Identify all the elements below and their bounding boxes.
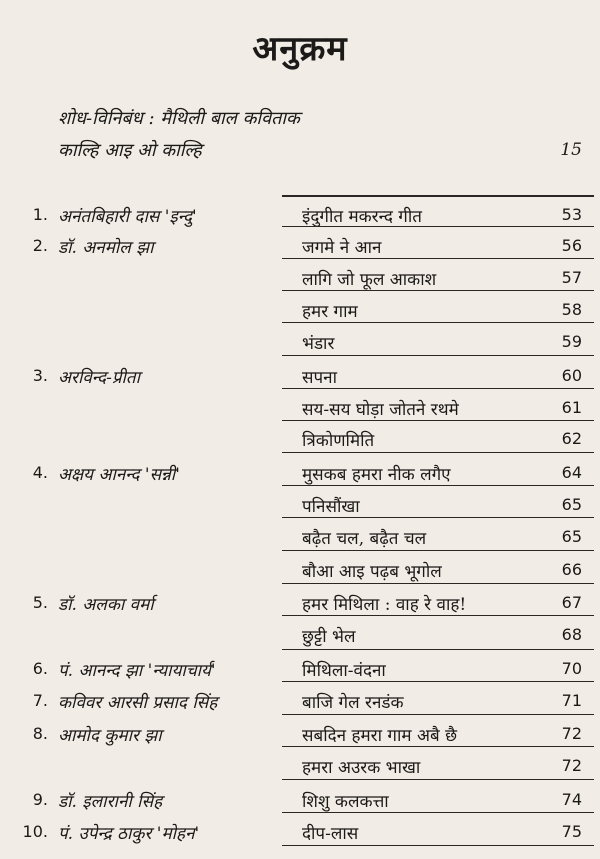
entry-page-number: 53 bbox=[561, 205, 582, 224]
entry-author: अक्षय आनन्द 'सन्नी' bbox=[58, 465, 180, 485]
row-divider bbox=[282, 649, 594, 650]
entry-number: 2. bbox=[32, 236, 48, 255]
row-divider bbox=[282, 845, 594, 846]
entry-poem-title: मिथिला-वंदना bbox=[302, 661, 386, 681]
entry-author: कविवर आरसी प्रसाद सिंह bbox=[58, 693, 218, 713]
entry-page-number: 56 bbox=[561, 236, 582, 255]
entry-poem-title: छुट्टी भेल bbox=[302, 627, 356, 647]
row-divider bbox=[282, 714, 594, 715]
row-divider bbox=[282, 226, 594, 227]
row-divider bbox=[282, 517, 594, 518]
toc-entry bbox=[0, 619, 600, 653]
intro-title-line-2: काल्हि आइ ओ काल्हि bbox=[58, 140, 202, 161]
entry-poem-title: शिशु कलकत्ता bbox=[302, 792, 389, 812]
entry-number: 9. bbox=[32, 790, 48, 809]
entry-page-number: 68 bbox=[561, 625, 582, 644]
entry-poem-title: भंडार bbox=[302, 334, 335, 354]
entry-page-number: 64 bbox=[561, 463, 582, 482]
entry-poem-title: इंदुगीत मकरन्द गीत bbox=[302, 207, 422, 227]
row-divider bbox=[282, 681, 594, 682]
row-divider bbox=[282, 420, 594, 421]
entry-page-number: 58 bbox=[561, 300, 582, 319]
entry-page-number: 71 bbox=[561, 691, 582, 710]
row-divider bbox=[282, 355, 594, 356]
entry-number: 7. bbox=[32, 691, 48, 710]
toc-entry bbox=[0, 199, 600, 233]
entry-poem-title: सपना bbox=[302, 368, 337, 388]
entry-number: 3. bbox=[32, 366, 48, 385]
entry-author: डॉ. अलका वर्मा bbox=[58, 595, 154, 615]
row-divider bbox=[282, 615, 594, 616]
row-divider bbox=[282, 452, 594, 453]
row-divider bbox=[282, 258, 594, 259]
entry-page-number: 70 bbox=[561, 659, 582, 678]
entry-poem-title: जगमे ने आन bbox=[302, 238, 382, 258]
entry-number: 8. bbox=[32, 724, 48, 743]
row-divider bbox=[282, 550, 594, 551]
entry-poem-title: पनिसौंखा bbox=[302, 497, 360, 517]
entry-author: पं. उपेन्द्र ठाकुर 'मोहन' bbox=[58, 824, 200, 844]
intro-page-number: 15 bbox=[560, 140, 582, 160]
entry-page-number: 59 bbox=[561, 332, 582, 351]
entry-number: 4. bbox=[32, 463, 48, 482]
entry-poem-title: हमरा अउरक भाखा bbox=[302, 758, 421, 778]
entry-page-number: 65 bbox=[561, 527, 582, 546]
entry-poem-title: हमर गाम bbox=[302, 302, 358, 322]
entry-author: डॉ. इलारानी सिंह bbox=[58, 792, 163, 812]
row-divider bbox=[282, 485, 594, 486]
entry-page-number: 74 bbox=[561, 790, 582, 809]
entry-page-number: 72 bbox=[561, 756, 582, 775]
row-divider bbox=[282, 746, 594, 747]
entry-page-number: 75 bbox=[561, 822, 582, 841]
entry-author: अरविन्द-प्रीता bbox=[58, 368, 140, 388]
entry-page-number: 72 bbox=[561, 724, 582, 743]
entry-number: 1. bbox=[32, 205, 48, 224]
row-divider bbox=[282, 388, 594, 389]
entry-page-number: 57 bbox=[561, 268, 582, 287]
entry-number: 5. bbox=[32, 593, 48, 612]
row-divider bbox=[282, 322, 594, 323]
entry-author: अनंतबिहारी दास 'इन्दु' bbox=[58, 207, 197, 227]
entry-page-number: 65 bbox=[561, 495, 582, 514]
entry-number: 10. bbox=[22, 822, 48, 841]
row-divider bbox=[282, 812, 594, 813]
entry-page-number: 62 bbox=[561, 429, 582, 448]
entry-poem-title: हमर मिथिला : वाह रे वाह! bbox=[302, 595, 467, 615]
entry-author: डॉ. अनमोल झा bbox=[58, 238, 154, 258]
entry-page-number: 61 bbox=[561, 398, 582, 417]
entry-poem-title: मुसकब हमरा नीक लगैए bbox=[302, 465, 451, 485]
entry-page-number: 60 bbox=[561, 366, 582, 385]
entry-poem-title: बढ़ैत चल, बढ़ैत चल bbox=[302, 529, 427, 549]
row-divider bbox=[282, 195, 594, 197]
entry-page-number: 66 bbox=[561, 560, 582, 579]
row-divider bbox=[282, 290, 594, 291]
entry-poem-title: बाजि गेल रनडंक bbox=[302, 693, 404, 713]
entry-number: 6. bbox=[32, 659, 48, 678]
entry-poem-title: त्रिकोणमिति bbox=[302, 431, 375, 451]
entry-poem-title: बौआ आइ पढ़ब भूगोल bbox=[302, 562, 442, 582]
entry-author: पं. आनन्द झा 'न्यायाचार्य' bbox=[58, 661, 216, 681]
page-title: अनुक्रम bbox=[252, 29, 348, 69]
row-divider bbox=[282, 779, 594, 780]
entry-poem-title: दीप-लास bbox=[302, 824, 359, 844]
intro-title-line-1: शोध-विनिबंध : मैथिली बाल कविताक bbox=[58, 108, 300, 129]
entry-page-number: 67 bbox=[561, 593, 582, 612]
entry-poem-title: सय-सय घोड़ा जोतने रथमे bbox=[302, 400, 459, 420]
entry-poem-title: सबदिन हमरा गाम अबै छै bbox=[302, 726, 457, 746]
row-divider bbox=[282, 583, 594, 584]
entry-author: आमोद कुमार झा bbox=[58, 726, 162, 746]
entry-poem-title: लागि जो फूल आकाश bbox=[302, 270, 437, 290]
